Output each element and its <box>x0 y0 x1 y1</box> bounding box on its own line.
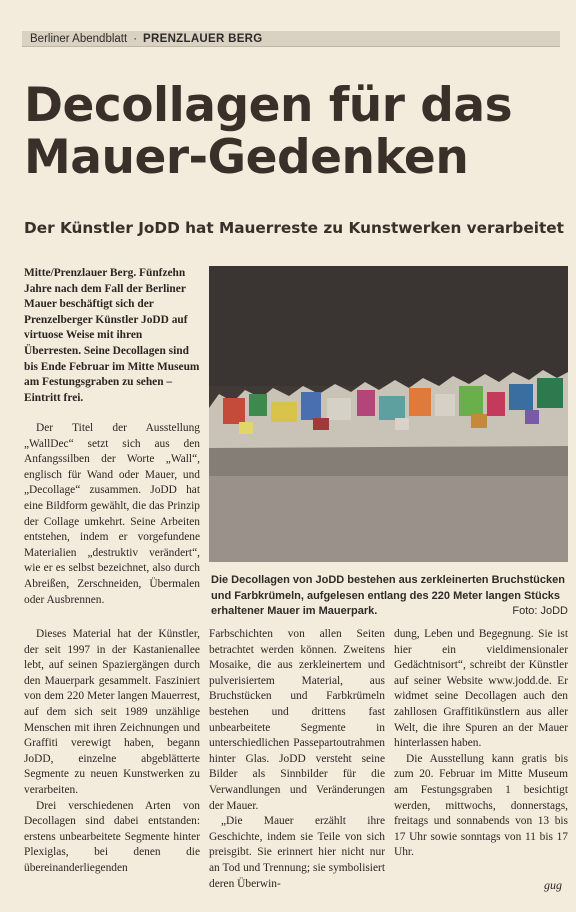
paragraph: Farbschichten von allen Seiten betrachtet werden können. Zweitens Mosaike, die aus zerkleinertem und pulverisiertem Material, aus Bruchstücken und Farbkrümeln bestehen und drittens fast unbearbeitete Segmente in unterschiedlichen Passepartoutrahmen hinter Glas. JoDD versteht seine Bilder als Sinnbilder für die Verwandlungen und Veränderungen der Mauer. <box>209 628 385 812</box>
subheadline: Der Künstler JoDD hat Mauerreste zu Kunstwerken verarbeitet <box>24 219 564 237</box>
paragraph: „Die Mauer erzählt ihre Geschichte, indem sie Teile von sich preisgibt. Sie erinnert hier nicht nur an Tod und Trennung; sie symbolisiert deren Überwin- <box>209 815 385 890</box>
lead-paragraph: Mitte/Prenzlauer Berg. Fünfzehn Jahre nach dem Fall der Berliner Mauer beschäftigt sich der Prenzelberger Künstler JoDD auf virtuose Weise mit ihren Überresten. Seine Decollagen sind bis Ende Februar im Mitte Museum am Festungsgraben zu sehen – Eintritt frei. <box>24 267 200 404</box>
column-1-lower <box>24 627 200 877</box>
column-3 <box>394 627 568 861</box>
author-signature: gug <box>544 878 562 892</box>
wall-fragments-image <box>209 266 568 562</box>
section-name: PRENZLAUER BERG <box>143 33 263 45</box>
paragraph: Der Titel der Ausstellung „WallDec“ setzt sich aus den Anfangssilben der Worte „Wall“, englisch für Wand oder Mauer, und „Decollage“ zusammen. JoDD hat eine Bildform gewählt, die das Prinzip der Collage umkehrt. Seine Arbeiten entstehen, indem er vorgefundene Materialien „destruktiv verändert“, wie er es selbst bezeichnet, also durch Abreißen, Zerschneiden, Übermalen oder Ausbrennen. <box>24 422 200 606</box>
masthead-separator: · <box>133 33 138 45</box>
newspaper-name: Berliner Abendblatt <box>30 33 128 45</box>
photo-credit: Foto: JoDD <box>512 605 568 617</box>
caption-text: Die Decollagen von JoDD bestehen aus zerkleinerten Bruchstücken und Farbkrümeln, aufgelesen entlang des 220 Meter langen Stücks erhaltener Mauer im Mauerpark. <box>211 574 565 617</box>
masthead-bar <box>22 31 560 47</box>
paragraph: Die Ausstellung kann gratis bis zum 20. Februar im Mitte Museum am Festungsgraben 1 besichtigt werden, mittwochs, donnerstags, freitags und sonnabends von 13 bis 17 Uhr sowie sonntags von 11 bis 17 Uhr. <box>394 752 568 859</box>
paragraph: dung, Leben und Begegnung. Sie ist hier ein vieldimensionaler Gedächtnisort“, schreibt der Künstler auf seiner Website www.jodd.de. Er widmet seine Decollagen auch den zahllosen Graffitikünstlern aus aller Welt, die ihre Spuren an der Mauer hinterlassen haben. <box>394 628 568 750</box>
paragraph: Dieses Material hat der Künstler, der seit 1997 in der Kastanienallee lebt, auf seinen Spaziergängen durch den Mauerpark gesammelt. Fasziniert von dem 220 Meter langen Mauerrest, auf dem sich seit 1989 unzählige Menschen mit ihren Zeichnungen und Graffiti verewigt haben, begann JoDD, einzelne abgeblätterte Segmente zu neuen Kunstwerken zu verarbeiten. <box>24 628 200 796</box>
column-1-upper <box>24 421 200 608</box>
article-photo <box>209 266 568 562</box>
column-2 <box>209 627 385 892</box>
headline: Decollagen für das Mauer-Gedenken <box>24 78 513 185</box>
photo-caption <box>211 573 568 620</box>
paragraph: Drei verschiedenen Arten von Decollagen sind dabei entstanden: erstens unbearbeitete Segmente hinter Plexiglas, bei denen die übereinanderliegenden <box>24 799 200 874</box>
